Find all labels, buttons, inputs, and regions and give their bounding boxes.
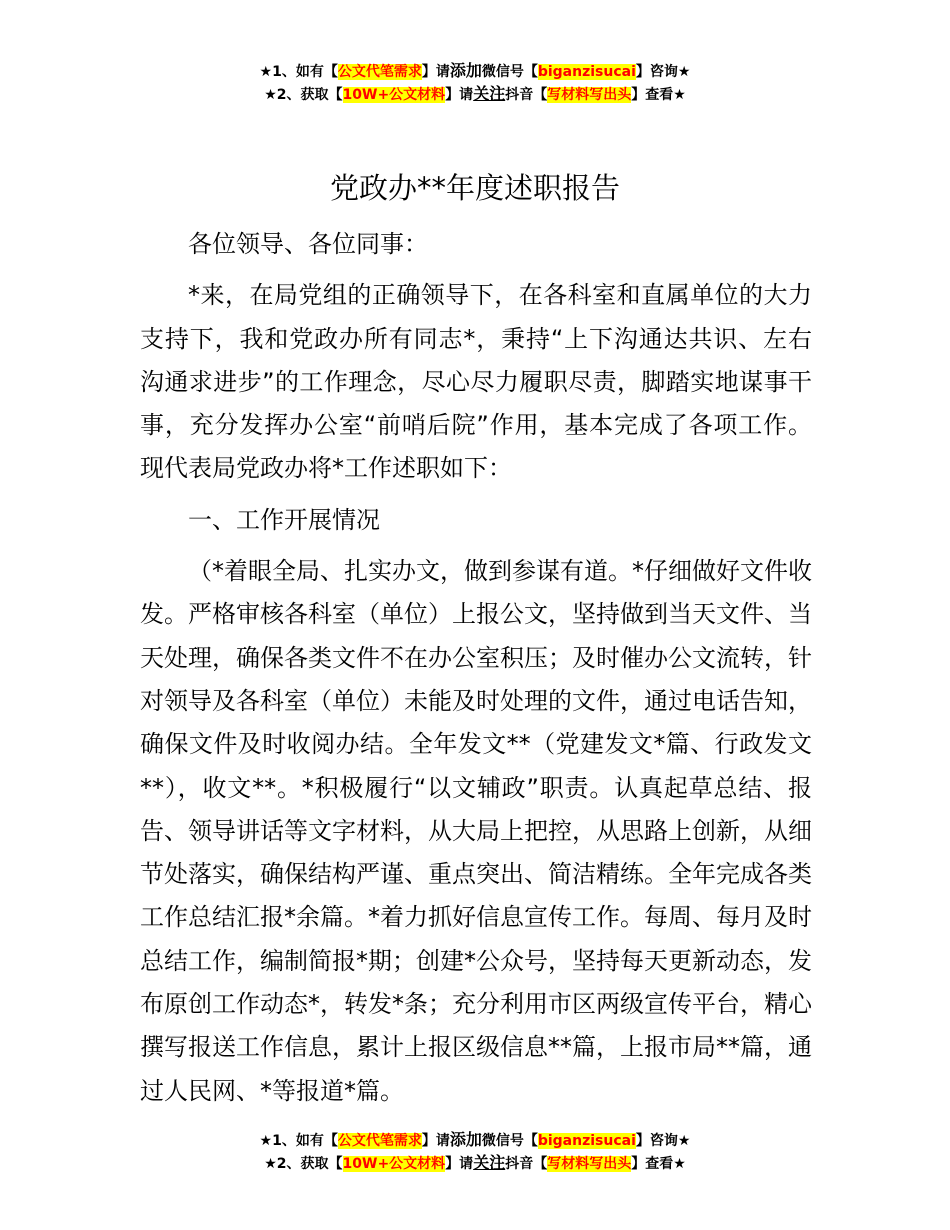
promo-text: 抖音【 (505, 87, 548, 103)
promo-banner-bottom (0, 1129, 950, 1175)
promo-emphasis: 关注 (473, 1153, 506, 1172)
promo-line-2 (0, 1152, 950, 1175)
paragraph-work: （*着眼全局、扎实办文，做到参谋有道。*仔细做好文件收发。严格审核各科室（单位）上报公文，坚持做到当天文件、当天处理，确保各类文件不在办公室积压；及时催办公文流转，针对领导及各科室（单位）未能及时处理的文件，通过电话告知，确保文件及时收阅办结。全年发文**（党建发文*篇、行政发文**），收文**。*积极履行“以文辅政”职责。认真起草总结、报告、领导讲话等文字材料，从大局上把控，从思路上创新，从细节处落实，确保结构严谨、重点突出、简洁精练。全年完成各类工作总结汇报*余篇。*着力抓好信息宣传工作。每周、每月及时总结工作，编制简报*期；创建*公众号，坚持每天更新动态，发布原创工作动态*，转发*条；充分利用市区两级宣传平台，精心撰写报送工作信息，累计上报区级信息**篇，上报市局**篇，通过人民网、*等报道*篇。 (140, 557, 812, 1105)
promo-text: ★2、获取【 (264, 1156, 343, 1172)
promo-text: 抖音【 (505, 1156, 548, 1172)
promo-text: 微信号【 (481, 1133, 538, 1149)
promo-banner-top (0, 60, 950, 106)
promo-highlight: 10W+公文材料 (342, 87, 446, 103)
promo-text: 】查看★ (631, 87, 686, 103)
promo-line-1 (0, 60, 950, 83)
promo-emphasis: 关注 (473, 84, 506, 103)
greeting: 各位领导、各位同事： (188, 230, 428, 258)
promo-highlight: 写材料写出头 (547, 87, 632, 103)
promo-text: 微信号【 (481, 64, 538, 80)
promo-wechat-id: biganzisucai (537, 1133, 636, 1149)
promo-highlight: 10W+公文材料 (342, 1156, 446, 1172)
promo-text: 】请 (445, 1156, 474, 1172)
promo-emphasis: 添加 (449, 61, 482, 80)
promo-text: 】咨询★ (635, 1133, 691, 1149)
document-body (140, 223, 812, 1113)
document-title: 党政办**年度述职报告 (329, 171, 620, 205)
promo-line-2 (0, 83, 950, 106)
promo-highlight: 公文代笔需求 (337, 64, 422, 80)
promo-text: 】咨询★ (635, 64, 691, 80)
promo-highlight: 公文代笔需求 (337, 1133, 422, 1149)
promo-text: 】请 (421, 64, 450, 80)
promo-text: 】请 (421, 1133, 450, 1149)
promo-text: 】请 (445, 87, 474, 103)
section-heading: 一、工作开展情况 (188, 505, 380, 534)
promo-text: 】查看★ (631, 1156, 686, 1172)
promo-text: ★1、如有【 (259, 1133, 338, 1149)
promo-text: ★2、获取【 (264, 87, 343, 103)
promo-highlight: 写材料写出头 (547, 1156, 632, 1172)
promo-line-1 (0, 1129, 950, 1152)
promo-emphasis: 添加 (449, 1130, 482, 1149)
promo-text: ★1、如有【 (259, 64, 338, 80)
promo-wechat-id: biganzisucai (537, 64, 636, 80)
paragraph-intro: *来，在局党组的正确领导下，在各科室和直属单位的大力支持下，我和党政办所有同志*，秉持“上下沟通达共识、左右沟通求进步”的工作理念，尽心尽力履职尽责，脚踏实地谋事干事，充分发挥办公室“前哨后院”作用，基本完成了各项工作。现代表局党政办将*工作述职如下： (140, 281, 812, 483)
